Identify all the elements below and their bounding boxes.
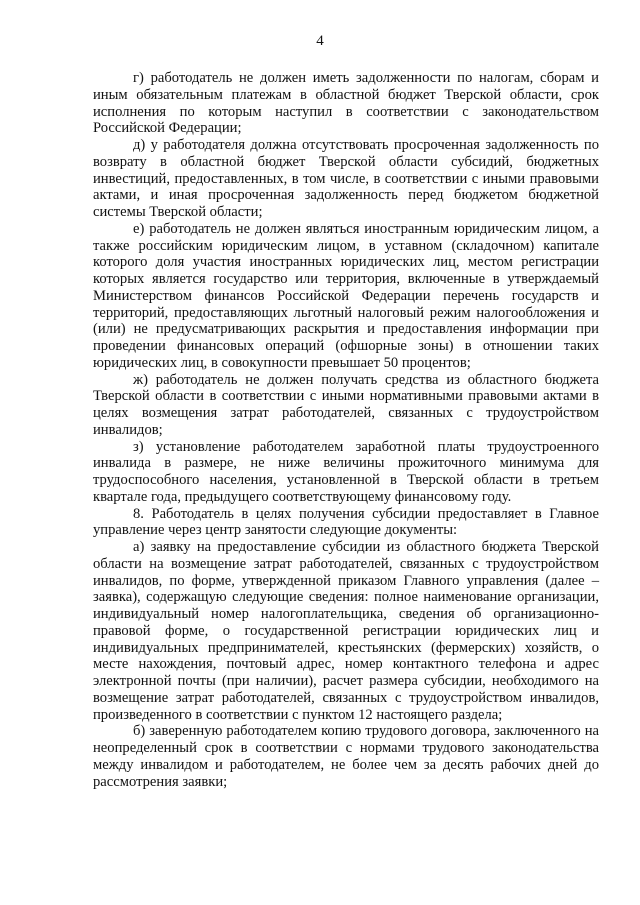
paragraph-e: е) работодатель не должен являться иностранным юридическим лицом, а также российским юридическим лицом, в уставном (складочном) капитале которого доля участия иностранных юридических лиц, местом регистрации которых является государство или территория, включенные в утверждаемый Министерством финансов Российской Федерации перечень государств и территорий, предоставляющих льготный налоговый режим налогообложения и (или) не предусматривающих раскрытия и предоставления информации при проведении финансовых операций (офшорные зоны) в отношении таких юридических лиц, в совокупности превышает 50 процентов;	[93, 220, 599, 371]
paragraph-zh: ж) работодатель не должен получать средства из областного бюджета Тверской области в соответствии с иными нормативными правовыми актами в целях возмещения затрат работодателей, связанных с трудоустройством инвалидов;	[93, 371, 599, 438]
paragraph-g: г) работодатель не должен иметь задолженности по налогам, сборам и иным обязательным платежам в областной бюджет Тверской области, срок исполнения по которым наступил в соответствии с законодательством Российской Федерации;	[93, 70, 599, 137]
paragraph-item-8: 8. Работодатель в целях получения субсидии предоставляет в Главное управление через центр занятости следующие документы:	[93, 505, 599, 539]
paragraph-d: д) у работодателя должна отсутствовать просроченная задолженность по возврату в областной бюджет Тверской области субсидий, бюджетных инвестиций, предоставленных, в том числе, в соответствии с иными правовыми актами, и иная просроченная задолженность перед бюджетом бюджетной системы Тверской области;	[93, 137, 599, 220]
page-number: 4	[316, 33, 324, 49]
document-body	[93, 70, 599, 790]
paragraph-b: б) заверенную работодателем копию трудового договора, заключенного на неопределенный срок в соответствии с нормами трудового законодательства между инвалидом и работодателем, не более чем за десять рабочих дней до рассмотрения заявки;	[93, 723, 599, 790]
paragraph-a: а) заявку на предоставление субсидии из областного бюджета Тверской области на возмещение затрат работодателей, связанных с трудоустройством инвалидов, по форме, утвержденной приказом Главного управления (далее – заявка), содержащую следующие сведения: полное наименование организации, индивидуальный номер налогоплательщика, сведения об организационно-правовой форме, о государственной регистрации юридических лиц и индивидуальных предпринимателей, крестьянских (фермерских) хозяйств, о месте нахождения, почтовый адрес, номер контактного телефона и адрес электронной почты (при наличии), расчет размера субсидии, необходимого на возмещение затрат работодателей, связанных с трудоустройством инвалидов, произведенного в соответствии с пунктом 12 настоящего раздела;	[93, 539, 599, 723]
paragraph-z: з) установление работодателем заработной платы трудоустроенного инвалида в размере, не ниже величины прожиточного минимума для трудоспособного населения, установленной в Тверской области в третьем квартале года, предыдущего соответствующему финансовому году.	[93, 438, 599, 505]
